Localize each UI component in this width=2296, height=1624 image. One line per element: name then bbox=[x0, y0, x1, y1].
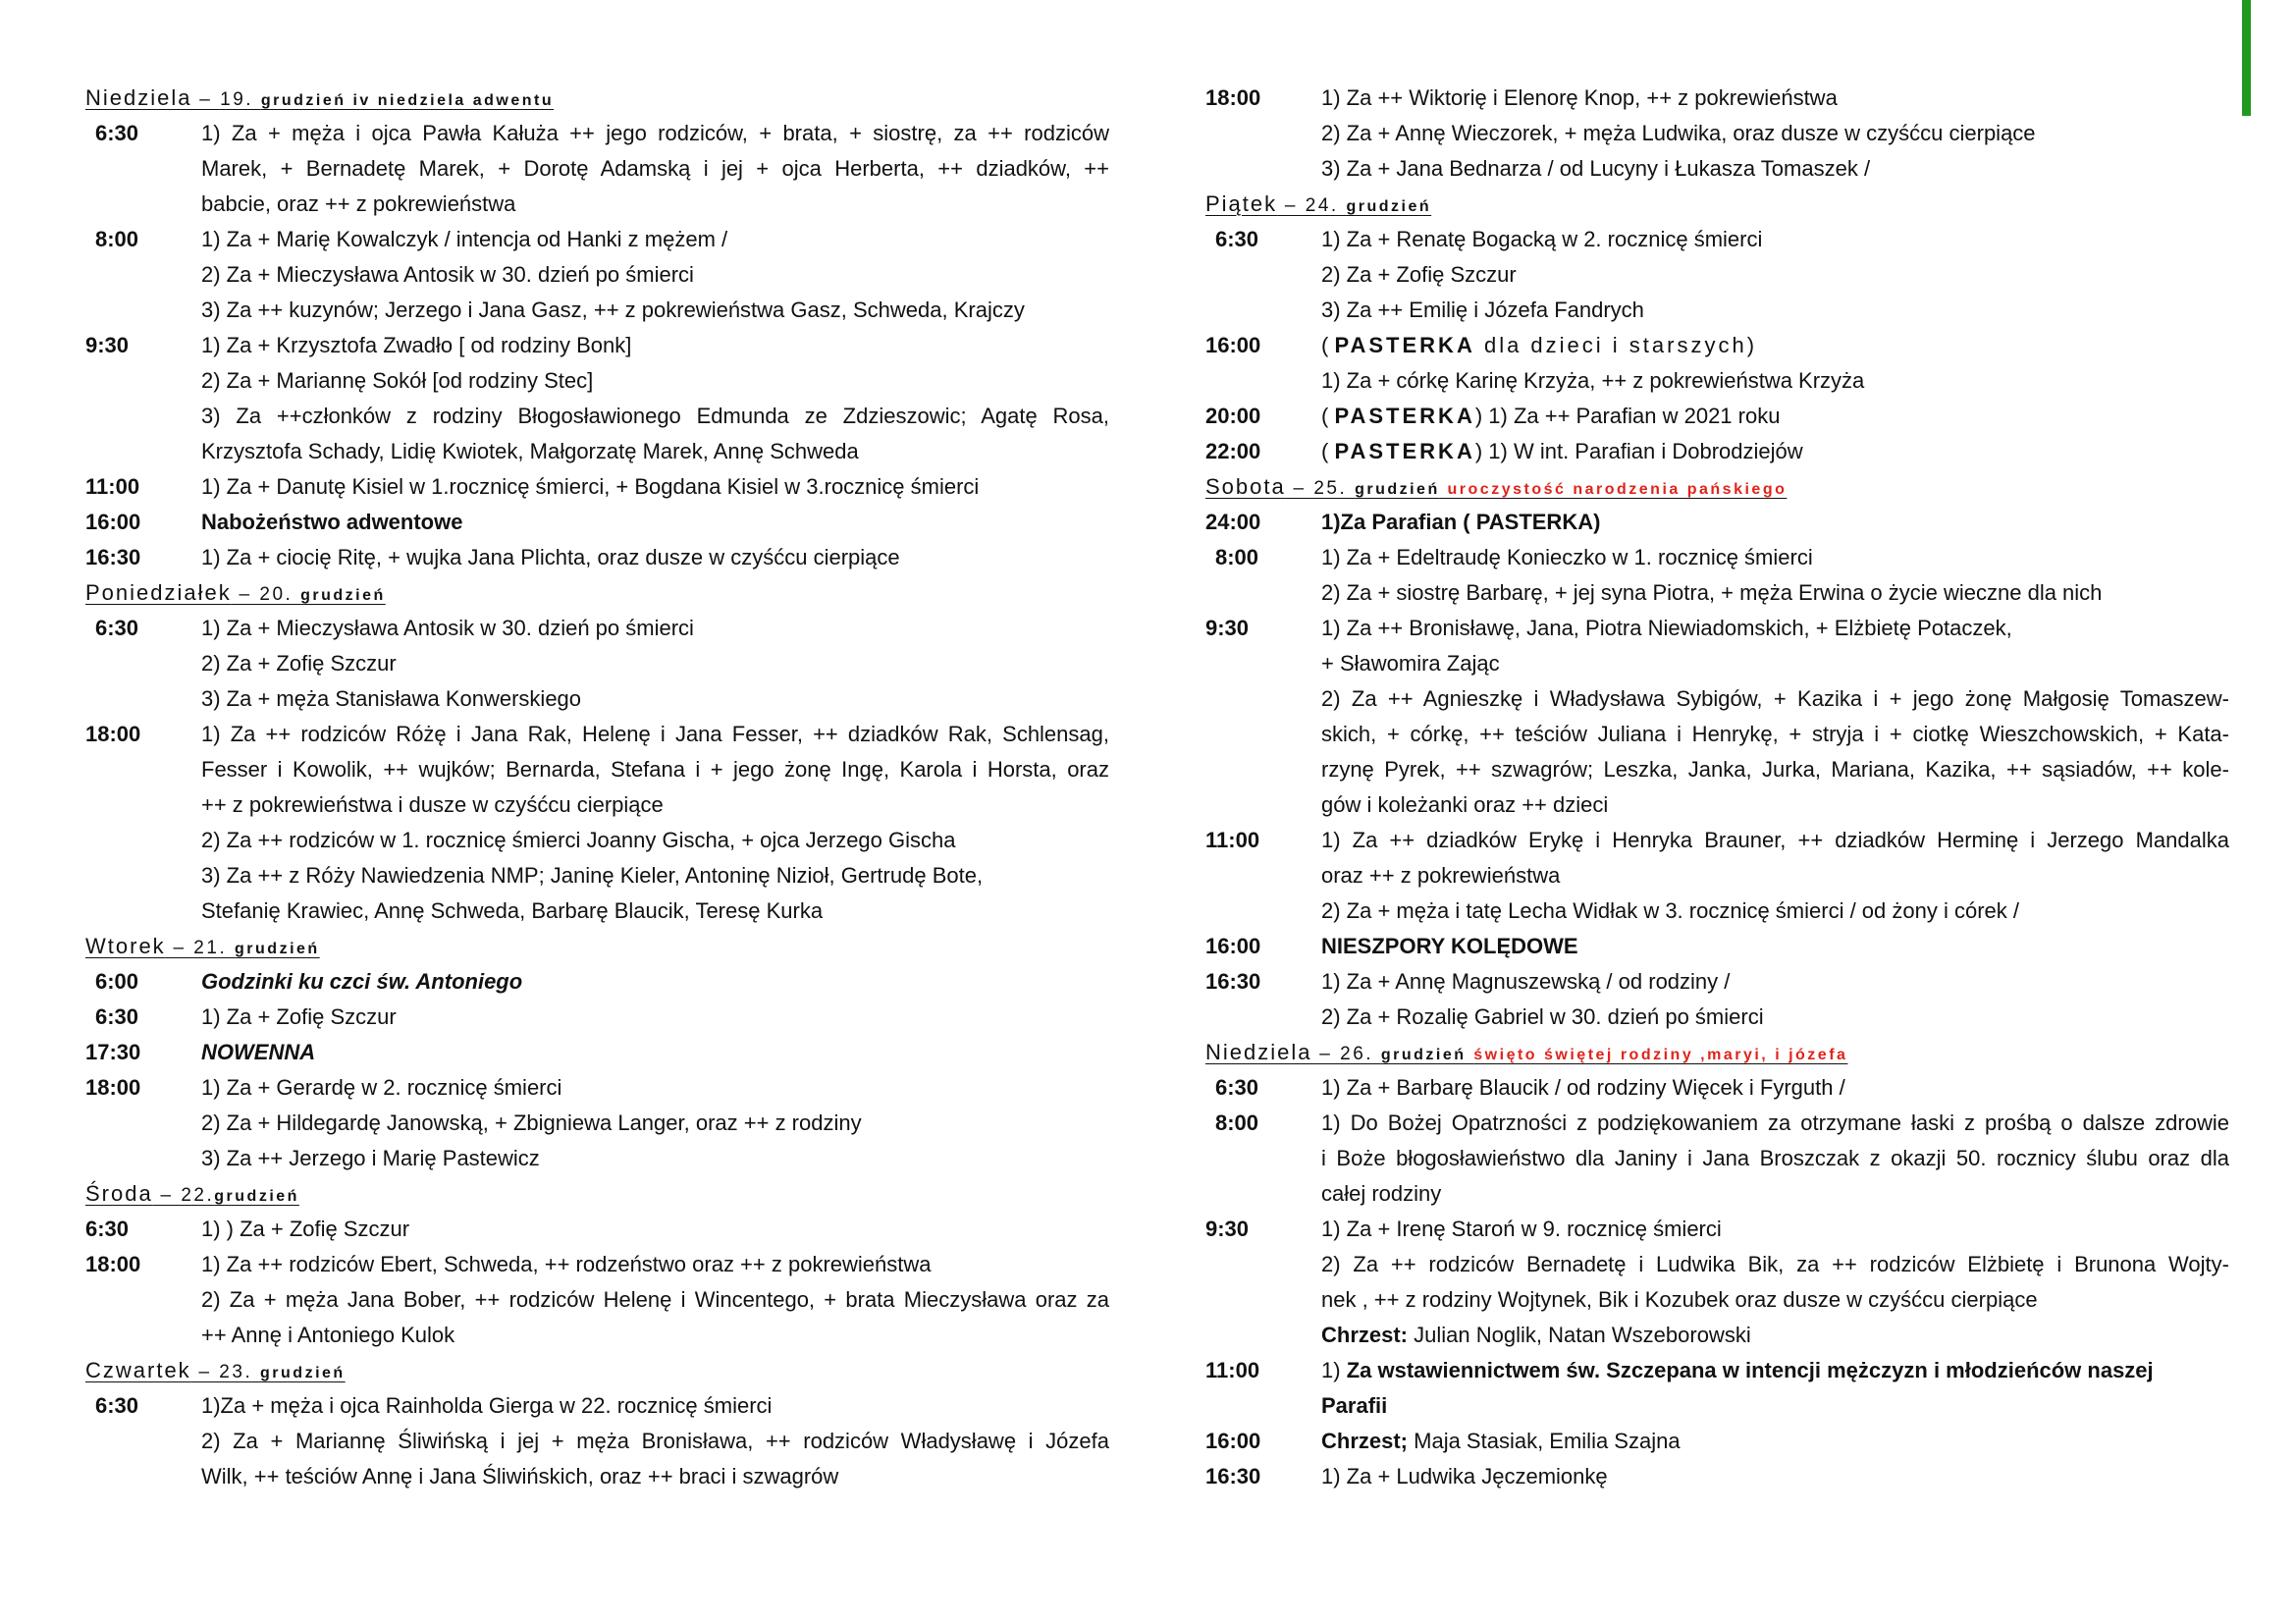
intention-line: 3) Za ++członków z rodziny Błogosławionego Edmunda ze Zdzieszowic; Agatę Rosa, bbox=[201, 404, 1109, 428]
pasterka-label: PASTERKA bbox=[1334, 439, 1475, 463]
mass-entry bbox=[1205, 1106, 2229, 1212]
day-name: Poniedziałek bbox=[85, 580, 232, 605]
intention-line: 1) ) Za + Zofię Szczur bbox=[201, 1217, 410, 1241]
intention-line: 2) Za + Mieczysława Antosik w 30. dzień po śmierci bbox=[201, 262, 694, 287]
mass-time: 8:00 bbox=[1215, 545, 1259, 569]
mass-time: 24:00 bbox=[1205, 510, 1261, 534]
mass-time: 16:00 bbox=[85, 510, 141, 534]
intention-line: 3) Za ++ z Róży Nawiedzenia NMP; Janinę Kieler, Antoninę Nizioł, Gertrudę Bote, bbox=[201, 863, 984, 888]
mass-time: 18:00 bbox=[1205, 85, 1261, 110]
day-date: – 26. bbox=[1311, 1044, 1381, 1064]
intention-line: NOWENNA bbox=[201, 1040, 316, 1064]
mass-entry bbox=[85, 1212, 1109, 1247]
intention-line: 1) Za + ciocię Ritę, + wujka Jana Plichta, oraz dusze w czyśćcu cierpiące bbox=[201, 545, 900, 569]
mass-time: 6:30 bbox=[1215, 227, 1259, 251]
right-column bbox=[1205, 81, 2229, 1494]
day-subtitle: grudzień bbox=[260, 1365, 346, 1381]
day-heading bbox=[85, 1353, 1109, 1388]
intention-line: 1) Za + męża i ojca Pawła Kałuża ++ jego rodziców, + brata, + siostrę, za ++ rodziców bbox=[201, 121, 1109, 145]
mass-entry bbox=[1205, 1212, 2229, 1353]
intention-line: 1) Za + Marię Kowalczyk / intencja od Hanki z mężem / bbox=[201, 227, 728, 251]
mass-intentions bbox=[201, 1035, 1109, 1070]
intention-line: 2) Za ++ rodziców Bernadetę i Ludwika Bik, za ++ rodziców Elżbietę i Brunona Wojty- bbox=[1321, 1252, 2229, 1276]
mass-intentions bbox=[1321, 222, 2229, 328]
day-subtitle: grudzień bbox=[214, 1188, 299, 1205]
pasterka-sub: dla dzieci i starszych) bbox=[1474, 333, 1758, 357]
mass-entry bbox=[1205, 929, 2229, 964]
mass-time: 22:00 bbox=[1205, 439, 1261, 463]
intention-line: 1) Za ++ Wiktorię i Elenorę Knop, ++ z pokrewieństwa bbox=[1321, 85, 1838, 110]
day-date: – 24. bbox=[1277, 195, 1347, 216]
mass-entry bbox=[85, 717, 1109, 929]
day-date: – 19. bbox=[191, 89, 261, 110]
mass-intentions bbox=[201, 116, 1109, 222]
intention-line: Wilk, ++ teściów Annę i Jana Śliwińskich, oraz ++ braci i szwagrów bbox=[201, 1464, 839, 1489]
day-name: Czwartek bbox=[85, 1358, 191, 1382]
intention-line: NIESZPORY KOLĘDOWE bbox=[1321, 934, 1578, 958]
mass-time: 6:30 bbox=[95, 1393, 139, 1418]
mass-intentions bbox=[1321, 399, 2229, 434]
intention-line: 1) Za + Mieczysława Antosik w 30. dzień po śmierci bbox=[201, 616, 694, 640]
intention-line: 1) Za + Annę Magnuszewską / od rodziny / bbox=[1321, 969, 1731, 994]
intention-line: ( PASTERKA) 1) Za ++ Parafian w 2021 roku bbox=[1321, 404, 1781, 428]
intention-line: 1) Za + córkę Karinę Krzyża, ++ z pokrewieństwa Krzyża bbox=[1321, 368, 1865, 393]
intention-line: 3) Za ++ Jerzego i Marię Pastewicz bbox=[201, 1146, 540, 1170]
intention-line: 2) Za ++ Agnieszkę i Władysława Sybigów, + Kazika i + jego żonę Małgosię Tomaszew- bbox=[1321, 686, 2229, 711]
day-subtitle: grudzień bbox=[1355, 481, 1440, 498]
pasterka-label: PASTERKA bbox=[1334, 404, 1475, 428]
mass-entry bbox=[1205, 1353, 2229, 1424]
mass-entry bbox=[85, 1035, 1109, 1070]
mass-entry bbox=[85, 505, 1109, 540]
intention-line: Godzinki ku czci św. Antoniego bbox=[201, 969, 523, 994]
intention-line: skich, + córkę, ++ teściów Juliana i Henrykę, + stryja i + ciotkę Wieszchowskich, + Kata- bbox=[1321, 722, 2229, 746]
intention-bold: Za wstawiennictwem św. Szczepana w intencji mężczyzn i młodzieńców naszej bbox=[1346, 1358, 2154, 1382]
mass-entry bbox=[1205, 611, 2229, 823]
day-name: Sobota bbox=[1205, 474, 1286, 499]
intention-line: 1) Za + Irenę Staroń w 9. rocznicę śmierci bbox=[1321, 1217, 1722, 1241]
day-date: – 25. bbox=[1285, 478, 1356, 499]
pasterka-label: PASTERKA bbox=[1334, 333, 1475, 357]
intention-line: 3) Za + męża Stanisława Konwerskiego bbox=[201, 686, 582, 711]
feast-name: święto świętej rodziny ,maryi, i józefa bbox=[1473, 1047, 1848, 1063]
mass-entry bbox=[85, 1000, 1109, 1035]
mass-time: 11:00 bbox=[85, 474, 140, 499]
baptism-label: Chrzest; bbox=[1321, 1429, 1409, 1453]
day-heading bbox=[1205, 469, 2229, 505]
mass-intentions bbox=[1321, 964, 2229, 1035]
mass-intentions bbox=[1321, 929, 2229, 964]
mass-time: 20:00 bbox=[1205, 404, 1261, 428]
intention-line: 3) Za ++ kuzynów; Jerzego i Jana Gasz, ++ z pokrewieństwa Gasz, Schweda, Krajczy bbox=[201, 298, 1025, 322]
intention-line: 2) Za + męża i tatę Lecha Widłak w 3. rocznicę śmierci / od żony i córek / bbox=[1321, 898, 2019, 923]
intention-line: Parafii bbox=[1321, 1393, 1388, 1418]
mass-intentions bbox=[1321, 1212, 2229, 1353]
intention-line: 1) Za + Gerardę w 2. rocznicę śmierci bbox=[201, 1075, 562, 1100]
mass-entry bbox=[85, 328, 1109, 469]
intention-line: 2) Za + Annę Wieczorek, + męża Ludwika, oraz dusze w czyśćcu cierpiące bbox=[1321, 121, 2036, 145]
mass-time: 6:30 bbox=[95, 1004, 139, 1029]
mass-intentions bbox=[201, 505, 1109, 540]
mass-time: 16:00 bbox=[1205, 333, 1261, 357]
mass-time: 18:00 bbox=[85, 722, 141, 746]
mass-time: 6:30 bbox=[1215, 1075, 1259, 1100]
intention-line: oraz ++ z pokrewieństwa bbox=[1321, 863, 1561, 888]
mass-intentions bbox=[201, 1000, 1109, 1035]
mass-intentions bbox=[201, 1247, 1109, 1353]
feast-name: uroczystość narodzenia pańskiego bbox=[1447, 481, 1788, 498]
mass-intentions bbox=[1321, 434, 2229, 469]
mass-entry bbox=[1205, 222, 2229, 328]
mass-time: 6:30 bbox=[85, 1217, 130, 1241]
mass-time: 16:30 bbox=[85, 545, 141, 569]
mass-entry bbox=[1205, 1424, 2229, 1459]
mass-entry bbox=[85, 611, 1109, 717]
day-subtitle: grudzień bbox=[235, 941, 320, 957]
intention-line: 1) Za + Danutę Kisiel w 1.rocznicę śmierci, + Bogdana Kisiel w 3.rocznicę śmierci bbox=[201, 474, 980, 499]
intention-line: ( PASTERKA dla dzieci i starszych) bbox=[1321, 333, 1758, 357]
mass-entry bbox=[1205, 540, 2229, 611]
intention-line: 1) Do Bożej Opatrzności z podziękowaniem za otrzymane łaski z prośbą o dalsze zdrowie bbox=[1321, 1110, 2229, 1135]
day-name: Wtorek bbox=[85, 934, 166, 958]
mass-intentions bbox=[1321, 1070, 2229, 1106]
intention-line: Nabożeństwo adwentowe bbox=[201, 510, 463, 534]
mass-intentions bbox=[201, 1070, 1109, 1176]
intention-line: 2) Za + męża Jana Bober, ++ rodziców Helenę i Wincentego, + brata Mieczysława oraz za bbox=[201, 1287, 1109, 1312]
intention-line: 1) Za + Ludwika Jęczemionkę bbox=[1321, 1464, 1608, 1489]
intention-line: Chrzest; Maja Stasiak, Emilia Szajna bbox=[1321, 1429, 1681, 1453]
mass-intentions bbox=[201, 964, 1109, 1000]
mass-entry bbox=[85, 469, 1109, 505]
mass-intentions bbox=[201, 469, 1109, 505]
day-heading bbox=[85, 929, 1109, 964]
mass-entry bbox=[1205, 1070, 2229, 1106]
mass-entry bbox=[85, 1388, 1109, 1494]
mass-entry bbox=[1205, 964, 2229, 1035]
intention-line: gów i koleżanki oraz ++ dzieci bbox=[1321, 792, 1609, 817]
day-name: Środa bbox=[85, 1181, 153, 1206]
day-subtitle: grudzień bbox=[300, 587, 386, 604]
mass-intentions bbox=[1321, 1106, 2229, 1212]
intention-line: 1) Za + Krzysztofa Zwadło [ od rodziny Bonk] bbox=[201, 333, 632, 357]
mass-time: 16:00 bbox=[1205, 1429, 1261, 1453]
day-heading bbox=[1205, 1035, 2229, 1070]
green-edge-bar bbox=[2242, 0, 2251, 116]
intention-line: 2) Za + Zofię Szczur bbox=[201, 651, 397, 676]
intention-line: Marek, + Bernadetę Marek, + Dorotę Adamską i jej + ojca Herberta, ++ dziadków, ++ bbox=[201, 156, 1109, 181]
intention-line: 2) Za + siostrę Barbarę, + jej syna Piotra, + męża Erwina o życie wieczne dla nich bbox=[1321, 580, 2103, 605]
intention-line: 1) Za ++ rodziców Ebert, Schweda, ++ rodzeństwo oraz ++ z pokrewieństwa bbox=[201, 1252, 932, 1276]
mass-entry bbox=[85, 1247, 1109, 1353]
left-column bbox=[85, 81, 1109, 1494]
mass-intentions bbox=[201, 1388, 1109, 1494]
intention-line: Stefanię Krawiec, Annę Schweda, Barbarę Blaucik, Teresę Kurka bbox=[201, 898, 824, 923]
mass-entry bbox=[85, 1070, 1109, 1176]
mass-intentions bbox=[201, 611, 1109, 717]
day-heading bbox=[1205, 187, 2229, 222]
mass-intentions bbox=[1321, 81, 2229, 187]
mass-intentions bbox=[201, 1212, 1109, 1247]
day-name: Niedziela bbox=[85, 85, 192, 110]
intention-line: 2) Za + Hildegardę Janowską, + Zbigniewa Langer, oraz ++ z rodziny bbox=[201, 1110, 862, 1135]
intention-line: ++ z pokrewieństwa i dusze w czyśćcu cierpiące bbox=[201, 792, 664, 817]
intention-line: 1) Za ++ Bronisławę, Jana, Piotra Niewiadomskich, + Elżbietę Potaczek, bbox=[1321, 616, 2012, 640]
mass-time: 9:30 bbox=[1205, 616, 1250, 640]
mass-time: 6:00 bbox=[95, 969, 139, 994]
mass-entry bbox=[1205, 823, 2229, 929]
mass-entry bbox=[1205, 328, 2229, 399]
intention-line: 3) Za + Jana Bednarza / od Lucyny i Łukasza Tomaszek / bbox=[1321, 156, 1871, 181]
mass-intentions bbox=[201, 328, 1109, 469]
intention-line: ( PASTERKA) 1) W int. Parafian i Dobrodziejów bbox=[1321, 439, 1803, 463]
day-name: Piątek bbox=[1205, 191, 1278, 216]
day-subtitle: grudzień bbox=[1380, 1047, 1467, 1063]
intention-line: 1) Za + Zofię Szczur bbox=[201, 1004, 397, 1029]
mass-entry bbox=[1205, 399, 2229, 434]
mass-time: 9:30 bbox=[1205, 1217, 1250, 1241]
intention-line: 2) Za ++ rodziców w 1. rocznicę śmierci Joanny Gischa, + ojca Jerzego Gischa bbox=[201, 828, 956, 852]
mass-time: 16:00 bbox=[1205, 934, 1261, 958]
intention-line: 1) Za ++ rodziców Różę i Jana Rak, Helenę i Jana Fesser, ++ dziadków Rak, Schlensag, bbox=[201, 722, 1109, 746]
mass-intentions bbox=[1321, 1353, 2229, 1424]
mass-intentions bbox=[201, 222, 1109, 328]
mass-intentions bbox=[1321, 505, 2229, 540]
intention-line: 2) Za + Rozalię Gabriel w 30. dzień po śmierci bbox=[1321, 1004, 1764, 1029]
intention-line: 1) Za ++ dziadków Erykę i Henryka Brauner, ++ dziadków Herminę i Jerzego Mandalka bbox=[1321, 828, 2229, 852]
mass-entry bbox=[1205, 505, 2229, 540]
intention-line: 1) Za + Barbarę Blaucik / od rodziny Więcek i Fyrguth / bbox=[1321, 1075, 1845, 1100]
intention-line: i Boże błogosławieństwo dla Janiny i Jana Broszczak z okazji 50. rocznicy ślubu oraz dla bbox=[1321, 1146, 2229, 1170]
intention-line: nek , ++ z rodziny Wojtynek, Bik i Kozubek oraz dusze w czyśćcu cierpiące bbox=[1321, 1287, 2038, 1312]
intention-line: Krzysztofa Schady, Lidię Kwiotek, Małgorzatę Marek, Annę Schweda bbox=[201, 439, 859, 463]
intention-line: 1) Za + Edeltraudę Konieczko w 1. rocznicę śmierci bbox=[1321, 545, 1813, 569]
intention-line: 2) Za + Zofię Szczur bbox=[1321, 262, 1517, 287]
mass-entry bbox=[85, 540, 1109, 575]
mass-time: 11:00 bbox=[1205, 1358, 1260, 1382]
day-date: – 20. bbox=[231, 584, 301, 605]
day-heading bbox=[85, 81, 1109, 116]
mass-intentions bbox=[1321, 328, 2229, 399]
day-date: – 22. bbox=[152, 1185, 215, 1206]
mass-intentions bbox=[1321, 1459, 2229, 1494]
intention-line: + Sławomira Zając bbox=[1321, 651, 1500, 676]
mass-time: 17:30 bbox=[85, 1040, 141, 1064]
mass-entry bbox=[1205, 434, 2229, 469]
intention-line: rzynę Pyrek, ++ szwagrów; Leszka, Janka, Jurka, Mariana, Kazika, ++ sąsiadów, ++ kole- bbox=[1321, 757, 2229, 782]
mass-intentions bbox=[1321, 540, 2229, 611]
mass-time: 9:30 bbox=[85, 333, 130, 357]
intention-line: babcie, oraz ++ z pokrewieństwa bbox=[201, 191, 516, 216]
baptism-label: Chrzest: bbox=[1321, 1323, 1409, 1347]
mass-entry bbox=[85, 116, 1109, 222]
intention-line: Chrzest: Julian Noglik, Natan Wszeborowski bbox=[1321, 1323, 1751, 1347]
mass-entry bbox=[1205, 1459, 2229, 1494]
mass-intentions bbox=[201, 717, 1109, 929]
day-name: Niedziela bbox=[1205, 1040, 1312, 1064]
mass-time: 8:00 bbox=[95, 227, 139, 251]
day-date: – 21. bbox=[165, 938, 236, 958]
intention-line: całej rodziny bbox=[1321, 1181, 1442, 1206]
mass-time: 11:00 bbox=[1205, 828, 1260, 852]
mass-intentions bbox=[1321, 1424, 2229, 1459]
mass-entry bbox=[85, 222, 1109, 328]
intention-line: 2) Za + Mariannę Sokół [od rodziny Stec] bbox=[201, 368, 594, 393]
mass-time: 6:30 bbox=[95, 121, 139, 145]
day-heading bbox=[85, 1176, 1109, 1212]
intention-line: 1) Za + Renatę Bogacką w 2. rocznicę śmierci bbox=[1321, 227, 1763, 251]
mass-time: 16:30 bbox=[1205, 1464, 1261, 1489]
mass-entry bbox=[1205, 81, 2229, 187]
intention-line: 3) Za ++ Emilię i Józefa Fandrych bbox=[1321, 298, 1644, 322]
intention-line: Fesser i Kowolik, ++ wujków; Bernarda, Stefana i + jego żonę Ingę, Karola i Horsta, oraz bbox=[201, 757, 1109, 782]
mass-time: 16:30 bbox=[1205, 969, 1261, 994]
intention-line: ++ Annę i Antoniego Kulok bbox=[201, 1323, 455, 1347]
mass-intentions bbox=[1321, 611, 2229, 823]
day-date: – 23. bbox=[190, 1362, 261, 1382]
mass-intentions bbox=[201, 540, 1109, 575]
day-subtitle: grudzień bbox=[1346, 198, 1432, 215]
intention-line: 1)Za Parafian ( PASTERKA) bbox=[1321, 510, 1601, 534]
mass-time: 8:00 bbox=[1215, 1110, 1259, 1135]
mass-time: 18:00 bbox=[85, 1252, 141, 1276]
mass-entry bbox=[85, 964, 1109, 1000]
intention-line: 1) Za wstawiennictwem św. Szczepana w intencji mężczyzn i młodzieńców naszej bbox=[1321, 1358, 2154, 1382]
intention-line: 1)Za + męża i ojca Rainholda Gierga w 22. rocznicę śmierci bbox=[201, 1393, 773, 1418]
mass-time: 18:00 bbox=[85, 1075, 141, 1100]
intention-line: 2) Za + Mariannę Śliwińską i jej + męża Bronisława, ++ rodziców Władysławę i Józefa bbox=[201, 1429, 1109, 1453]
mass-intentions bbox=[1321, 823, 2229, 929]
mass-time: 6:30 bbox=[95, 616, 139, 640]
day-subtitle: grudzień iv niedziela adwentu bbox=[260, 92, 555, 109]
day-heading bbox=[85, 575, 1109, 611]
